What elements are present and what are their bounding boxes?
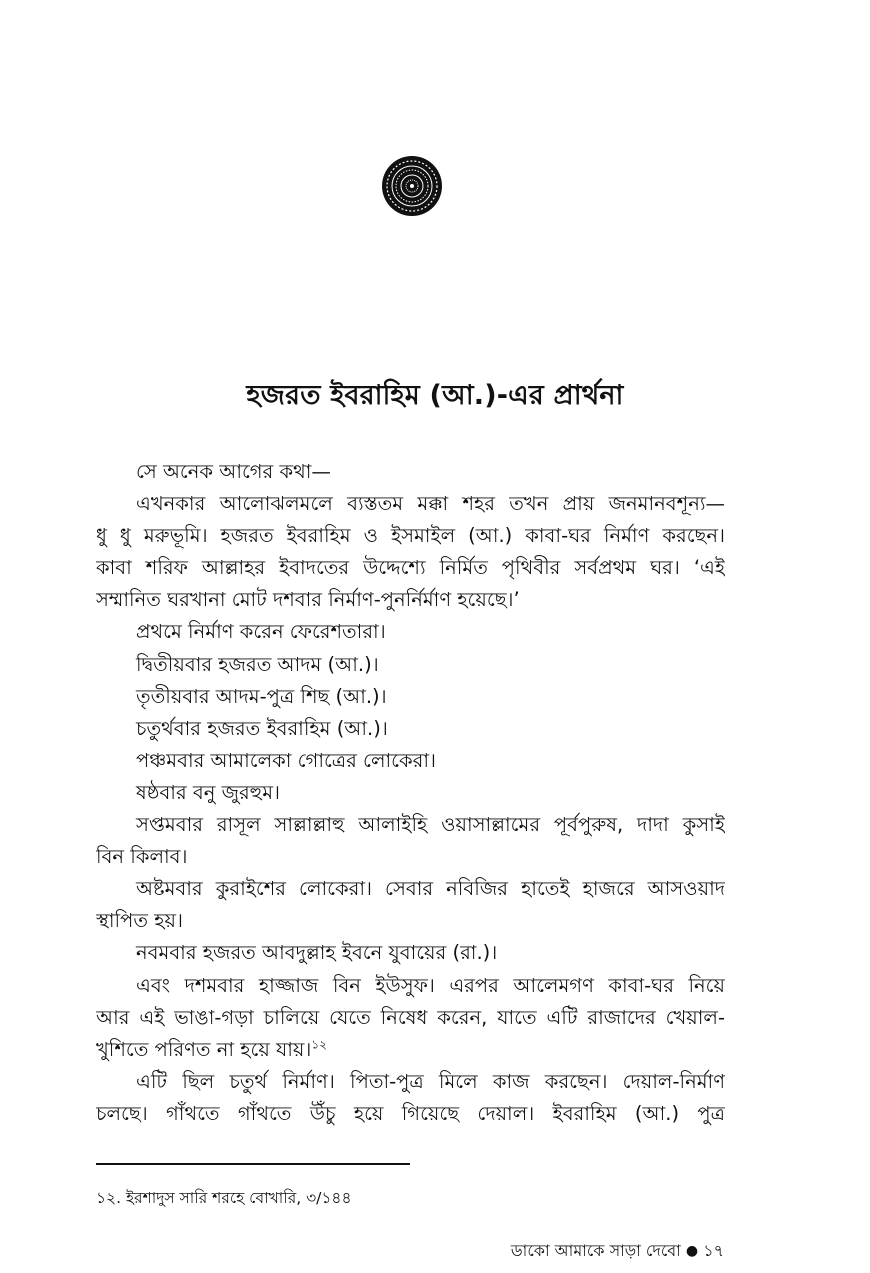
text-line <box>96 584 725 616</box>
page-number: ১৭ <box>703 1241 724 1260</box>
text-line-content: চলছে। গাঁথতে গাঁথতে উঁচু হয়ে গিয়েছে দেয়াল। ইবরাহিম (আ.) পুত্র <box>96 1101 725 1125</box>
text-line-content: চতুর্থবার হজরত ইবরাহিম (আ.)। <box>136 716 388 740</box>
footnote-divider <box>96 1163 410 1165</box>
text-line <box>96 873 725 905</box>
text-line <box>96 1034 725 1066</box>
text-line <box>96 777 725 809</box>
text-line-content: সম্মানিত ঘরখানা মোট দশবার নির্মাণ-পুনর্নির্মাণ হয়েছে।’ <box>96 588 520 612</box>
text-line-content: সে অনেক আগের কথা— <box>136 460 331 483</box>
text-line-content: নবমবার হজরত আবদুল্লাহ ইবনে যুবায়ের (রা.)। <box>136 941 498 965</box>
page-footer <box>511 1238 724 1265</box>
text-line <box>96 488 725 520</box>
chapter-title: হজরত ইবরাহিম (আ.)-এর প্রার্থনা <box>246 380 624 411</box>
text-line-content: তৃতীয়বার আদম-পুত্র শিছ (আ.)। <box>136 684 387 708</box>
circular-ornament-icon <box>381 155 443 217</box>
text-line-content: কাবা শরিফ আল্লাহর ইবাদতের উদ্দেশ্যে নির্মিত পৃথিবীর সর্বপ্রথম ঘর। ‘এই <box>96 556 725 580</box>
text-line-content: দ্বিতীয়বার হজরত আদম (আ.)। <box>136 652 379 676</box>
footnote: ১২. ইরশাদুস সারি শরহে বোখারি, ৩/১৪৪ <box>96 1189 352 1207</box>
text-line <box>96 616 725 648</box>
text-line-content: সপ্তমবার রাসূল সাল্লাল্লাহু আলাইহি ওয়াসাল্লামের পূর্বপুরুষ, দাদা কুসাই <box>136 813 725 837</box>
text-line <box>96 681 725 713</box>
text-line-content: এটি ছিল চতুর্থ নির্মাণ। পিতা-পুত্র মিলে কাজ করছেন। দেয়াল-নির্মাণ <box>136 1069 725 1093</box>
text-line <box>96 1098 725 1130</box>
book-title: ডাকো আমাকে সাড়া দেবো <box>510 1241 681 1260</box>
text-line <box>96 520 725 552</box>
text-line <box>96 649 725 681</box>
text-line <box>96 905 725 937</box>
text-line <box>96 937 725 969</box>
text-line-content: খুশিতে পরিণত না হয়ে যায়। <box>96 1037 312 1061</box>
bullet-separator: ● <box>685 1243 699 1259</box>
text-line <box>96 841 725 873</box>
text-line-content: স্থাপিত হয়। <box>96 909 183 933</box>
text-line-content: প্রথমে নির্মাণ করেন ফেরেশতারা। <box>136 620 386 644</box>
text-line-content: ধু ধু মরুভূমি। হজরত ইবরাহিম ও ইসমাইল (আ.) কাবা-ঘর নির্মাণ করছেন। <box>96 524 725 548</box>
text-line <box>96 745 725 777</box>
text-line-content: এবং দশমবার হাজ্জাজ বিন ইউসুফ। এরপর আলেমগণ কাবা-ঘর নিয়ে <box>136 973 725 997</box>
text-line <box>96 1066 725 1098</box>
text-line-content: বিন কিলাব। <box>96 845 188 869</box>
text-line-content: এখনকার আলোঝলমলে ব্যস্ততম মক্কা শহর তখন প্রায় জনমানবশূন্য— <box>136 492 725 516</box>
text-line <box>96 456 725 488</box>
text-line <box>96 1002 725 1034</box>
text-line-content: অষ্টমবার কুরাইশের লোকেরা। সেবার নবিজির হাতেই হাজরে আসওয়াদ <box>136 877 725 901</box>
text-line <box>96 809 725 841</box>
text-line-content: পঞ্চমবার আমালেকা গোত্রের লোকেরা। <box>136 748 436 772</box>
text-line <box>96 552 725 584</box>
text-line-content: ষষ্ঠবার বনু জুরহুম। <box>136 780 281 804</box>
footnote-reference: ১২ <box>311 1037 327 1052</box>
text-line-content: আর এই ভাঙা-গড়া চালিয়ে যেতে নিষেধ করেন, যাতে এটি রাজাদের খেয়াল- <box>96 1005 725 1029</box>
body-text <box>96 456 725 1130</box>
text-line <box>96 970 725 1002</box>
text-line <box>96 713 725 745</box>
